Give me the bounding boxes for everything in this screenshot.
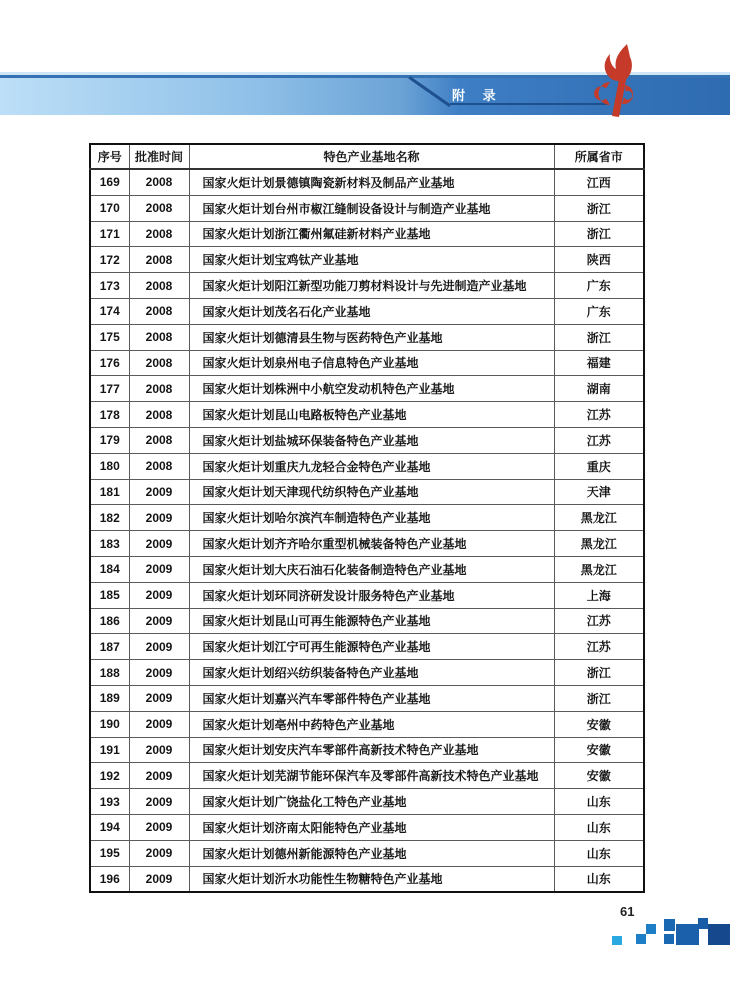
cell-year: 2008 [129, 195, 189, 221]
cell-province: 黑龙江 [554, 531, 644, 557]
pixel-square [646, 924, 656, 934]
cell-name: 国家火炬计划齐齐哈尔重型机械装备特色产业基地 [189, 531, 554, 557]
cell-province: 黑龙江 [554, 556, 644, 582]
cell-name: 国家火炬计划哈尔滨汽车制造特色产业基地 [189, 505, 554, 531]
cell-year: 2009 [129, 814, 189, 840]
table-row [90, 711, 644, 737]
cell-seq: 169 [90, 169, 129, 195]
table-row [90, 376, 644, 402]
cell-year: 2009 [129, 608, 189, 634]
column-header-3: 所属省市 [554, 144, 644, 169]
cell-name: 国家火炬计划德清县生物与医药特色产业基地 [189, 324, 554, 350]
cell-province: 安徽 [554, 763, 644, 789]
cell-name: 国家火炬计划江宁可再生能源特色产业基地 [189, 634, 554, 660]
cell-seq: 176 [90, 350, 129, 376]
table-row [90, 402, 644, 428]
cell-name: 国家火炬计划沂水功能性生物糖特色产业基地 [189, 866, 554, 892]
cell-year: 2008 [129, 427, 189, 453]
cell-name: 国家火炬计划亳州中药特色产业基地 [189, 711, 554, 737]
table-row [90, 479, 644, 505]
table-row [90, 298, 644, 324]
cell-year: 2009 [129, 789, 189, 815]
table-row [90, 247, 644, 273]
cell-year: 2008 [129, 376, 189, 402]
cell-seq: 181 [90, 479, 129, 505]
cell-province: 江西 [554, 169, 644, 195]
table-row [90, 350, 644, 376]
cell-year: 2008 [129, 169, 189, 195]
cell-name: 国家火炬计划芜湖节能环保汽车及零部件高新技术特色产业基地 [189, 763, 554, 789]
cell-seq: 191 [90, 737, 129, 763]
torch-logo-icon [592, 44, 642, 118]
table-row [90, 273, 644, 299]
cell-seq: 196 [90, 866, 129, 892]
cell-seq: 193 [90, 789, 129, 815]
table-row [90, 582, 644, 608]
table-row [90, 169, 644, 195]
cell-year: 2009 [129, 763, 189, 789]
cell-province: 安徽 [554, 711, 644, 737]
pixel-square [636, 934, 646, 944]
cell-province: 天津 [554, 479, 644, 505]
table-row [90, 814, 644, 840]
cell-name: 国家火炬计划济南太阳能特色产业基地 [189, 814, 554, 840]
table-row [90, 531, 644, 557]
cell-year: 2009 [129, 660, 189, 686]
table-row [90, 634, 644, 660]
cell-seq: 178 [90, 402, 129, 428]
cell-seq: 182 [90, 505, 129, 531]
cell-province: 浙江 [554, 221, 644, 247]
cell-name: 国家火炬计划环同济研发设计服务特色产业基地 [189, 582, 554, 608]
column-header-1: 批准时间 [129, 144, 189, 169]
cell-seq: 174 [90, 298, 129, 324]
cell-province: 广东 [554, 298, 644, 324]
cell-name: 国家火炬计划广饶盐化工特色产业基地 [189, 789, 554, 815]
table-row [90, 685, 644, 711]
cell-year: 2009 [129, 531, 189, 557]
page-section-title: 附 录 [452, 88, 503, 103]
cell-name: 国家火炬计划景德镇陶瓷新材料及制品产业基地 [189, 169, 554, 195]
cell-name: 国家火炬计划株洲中小航空发动机特色产业基地 [189, 376, 554, 402]
cell-seq: 188 [90, 660, 129, 686]
cell-year: 2008 [129, 402, 189, 428]
cell-province: 江苏 [554, 634, 644, 660]
cell-name: 国家火炬计划昆山可再生能源特色产业基地 [189, 608, 554, 634]
pixel-square [664, 919, 675, 931]
cell-province: 江苏 [554, 427, 644, 453]
cell-seq: 185 [90, 582, 129, 608]
table-row [90, 763, 644, 789]
cell-province: 上海 [554, 582, 644, 608]
cell-seq: 171 [90, 221, 129, 247]
table-row [90, 660, 644, 686]
cell-name: 国家火炬计划盐城环保装备特色产业基地 [189, 427, 554, 453]
pixel-square [612, 936, 622, 945]
cell-seq: 184 [90, 556, 129, 582]
cell-seq: 187 [90, 634, 129, 660]
cell-name: 国家火炬计划重庆九龙轻合金特色产业基地 [189, 453, 554, 479]
table-row [90, 789, 644, 815]
cell-name: 国家火炬计划天津现代纺织特色产业基地 [189, 479, 554, 505]
cell-seq: 180 [90, 453, 129, 479]
cell-seq: 175 [90, 324, 129, 350]
cell-year: 2009 [129, 737, 189, 763]
cell-name: 国家火炬计划德州新能源特色产业基地 [189, 840, 554, 866]
cell-seq: 183 [90, 531, 129, 557]
table-row [90, 866, 644, 892]
table-row [90, 453, 644, 479]
cell-year: 2009 [129, 582, 189, 608]
cell-seq: 189 [90, 685, 129, 711]
cell-province: 山东 [554, 840, 644, 866]
cell-province: 山东 [554, 814, 644, 840]
cell-year: 2008 [129, 273, 189, 299]
cell-name: 国家火炬计划昆山电路板特色产业基地 [189, 402, 554, 428]
cell-seq: 173 [90, 273, 129, 299]
cell-year: 2009 [129, 505, 189, 531]
table-header [90, 144, 644, 169]
cell-seq: 177 [90, 376, 129, 402]
cell-seq: 190 [90, 711, 129, 737]
table-row [90, 840, 644, 866]
cell-year: 2008 [129, 350, 189, 376]
cell-year: 2009 [129, 556, 189, 582]
cell-name: 国家火炬计划绍兴纺织装备特色产业基地 [189, 660, 554, 686]
appendix-table [89, 143, 643, 893]
cell-province: 江苏 [554, 402, 644, 428]
table-row [90, 427, 644, 453]
table-row [90, 608, 644, 634]
pixel-square [664, 934, 674, 944]
cell-name: 国家火炬计划泉州电子信息特色产业基地 [189, 350, 554, 376]
cell-name: 国家火炬计划嘉兴汽车零部件特色产业基地 [189, 685, 554, 711]
cell-province: 重庆 [554, 453, 644, 479]
column-header-0: 序号 [90, 144, 129, 169]
cell-province: 浙江 [554, 660, 644, 686]
cell-year: 2008 [129, 221, 189, 247]
pixel-square [676, 924, 699, 945]
cell-name: 国家火炬计划阳江新型功能刀剪材料设计与先进制造产业基地 [189, 273, 554, 299]
cell-province: 陕西 [554, 247, 644, 273]
cell-year: 2008 [129, 324, 189, 350]
cell-name: 国家火炬计划茂名石化产业基地 [189, 298, 554, 324]
pixel-square [698, 918, 708, 929]
cell-province: 黑龙江 [554, 505, 644, 531]
cell-year: 2009 [129, 840, 189, 866]
cell-name: 国家火炬计划台州市椒江缝制设备设计与制造产业基地 [189, 195, 554, 221]
cell-year: 2009 [129, 866, 189, 892]
cell-name: 国家火炬计划浙江衢州氟硅新材料产业基地 [189, 221, 554, 247]
page-number: 61 [620, 904, 635, 919]
cell-province: 福建 [554, 350, 644, 376]
table-row [90, 505, 644, 531]
cell-year: 2009 [129, 479, 189, 505]
cell-name: 国家火炬计划大庆石油石化装备制造特色产业基地 [189, 556, 554, 582]
cell-name: 国家火炬计划安庆汽车零部件高新技术特色产业基地 [189, 737, 554, 763]
column-header-2: 特色产业基地名称 [189, 144, 554, 169]
cell-seq: 186 [90, 608, 129, 634]
cell-seq: 170 [90, 195, 129, 221]
cell-seq: 192 [90, 763, 129, 789]
cell-year: 2009 [129, 711, 189, 737]
cell-year: 2008 [129, 453, 189, 479]
table-row [90, 556, 644, 582]
cell-year: 2008 [129, 247, 189, 273]
cell-province: 浙江 [554, 195, 644, 221]
pixel-square [708, 924, 730, 945]
cell-seq: 194 [90, 814, 129, 840]
cell-name: 国家火炬计划宝鸡钛产业基地 [189, 247, 554, 273]
cell-province: 山东 [554, 789, 644, 815]
cell-year: 2008 [129, 298, 189, 324]
cell-seq: 195 [90, 840, 129, 866]
table-row [90, 195, 644, 221]
table-row [90, 324, 644, 350]
cell-year: 2009 [129, 685, 189, 711]
cell-province: 江苏 [554, 608, 644, 634]
cell-province: 广东 [554, 273, 644, 299]
cell-province: 安徽 [554, 737, 644, 763]
cell-province: 山东 [554, 866, 644, 892]
cell-year: 2009 [129, 634, 189, 660]
cell-seq: 172 [90, 247, 129, 273]
cell-province: 湖南 [554, 376, 644, 402]
table-row [90, 737, 644, 763]
cell-seq: 179 [90, 427, 129, 453]
cell-province: 浙江 [554, 685, 644, 711]
table-row [90, 221, 644, 247]
cell-province: 浙江 [554, 324, 644, 350]
